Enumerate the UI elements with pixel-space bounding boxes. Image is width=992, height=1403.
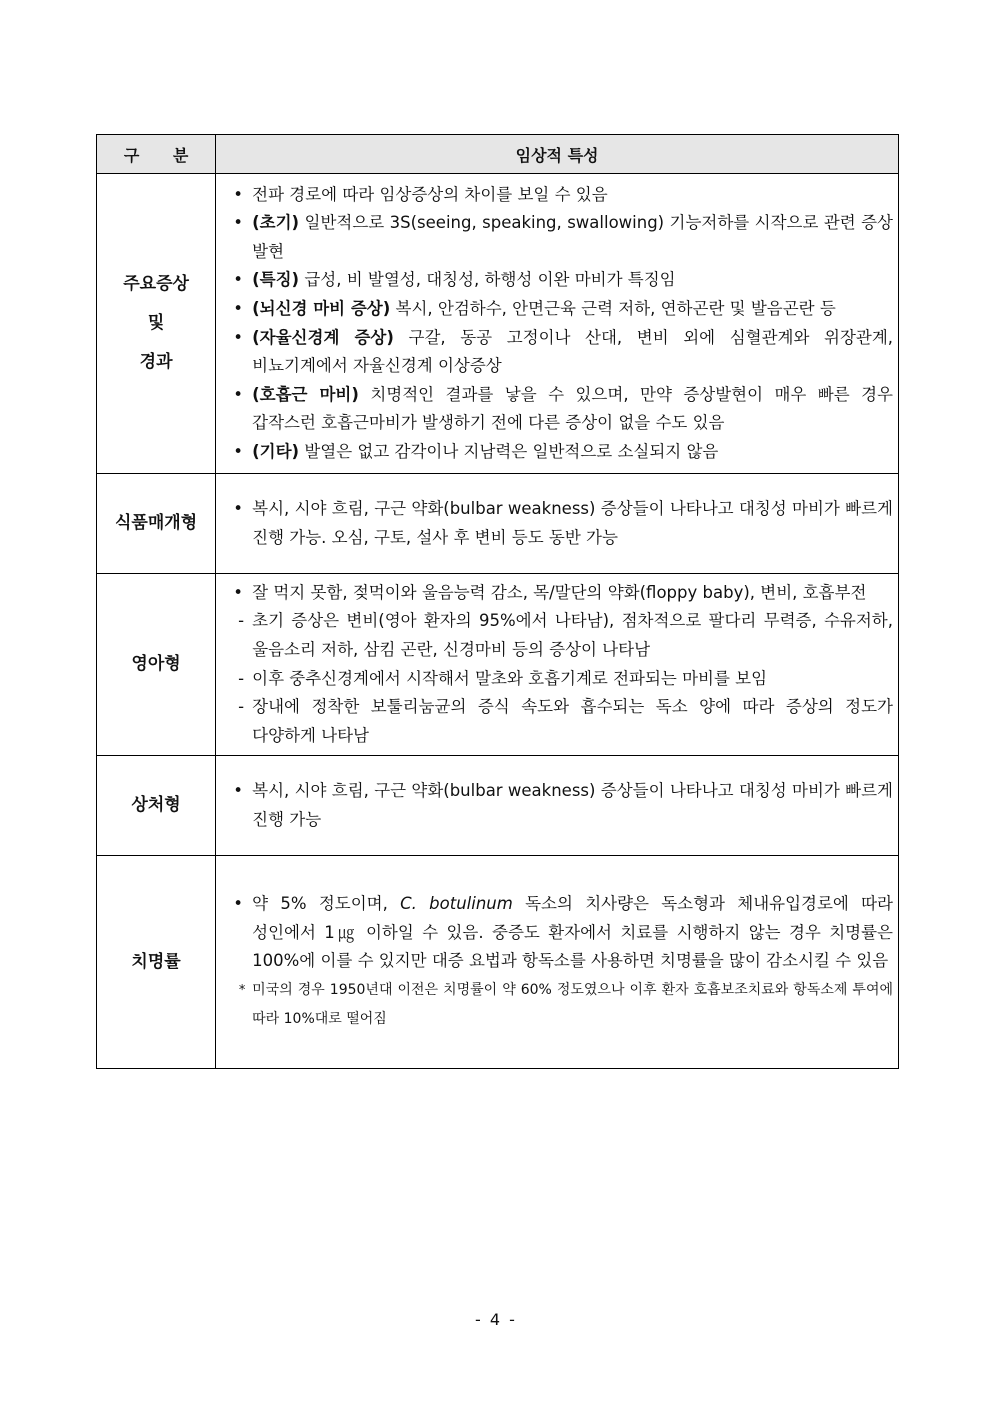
item-label: (호흡근 마비) xyxy=(252,384,359,404)
bullet-marker: • xyxy=(233,780,243,800)
row-category-fatality xyxy=(97,856,216,1069)
asterisk-marker: * xyxy=(238,982,246,998)
header-description: 임상적 특성 xyxy=(216,135,899,174)
bullet-marker: • xyxy=(233,213,243,233)
dash-marker: - xyxy=(238,697,245,717)
list-item xyxy=(224,665,893,694)
species-name: C. botulinum xyxy=(400,894,513,914)
list-item xyxy=(224,266,893,295)
row-category-foodborne xyxy=(97,474,216,574)
item-text: 구갈, 동공 고정이나 산대, 변비 외에 심혈관계와 위장관계, 비뇨기계에서 자율신경계 이상증상 xyxy=(252,327,894,376)
bullet-marker: • xyxy=(233,270,243,290)
category-line: 및 xyxy=(147,313,165,333)
list-item xyxy=(224,209,893,266)
list-item xyxy=(224,890,893,976)
item-text: 일반적으로 3S(seeing, speaking, swallowing) 기능저하를 시작으로 관련 증상 발현 xyxy=(252,213,893,261)
list-item xyxy=(224,295,893,324)
row-category-wound xyxy=(97,756,216,856)
category-line: 주요증상 xyxy=(123,274,189,294)
list-item xyxy=(224,181,893,210)
item-text-before: 약 5% 정도이며, xyxy=(252,894,401,914)
category-line: 식품매개형 xyxy=(115,513,198,533)
category-line: 경과 xyxy=(139,352,173,372)
item-text: 잘 먹지 못함, 젖먹이와 울음능력 감소, 목/말단의 약화(floppy baby), 변비, 호흡부전 xyxy=(252,582,867,602)
footnote-text: 미국의 경우 1950년대 이전은 치명률이 약 60% 정도였으나 이후 환자 호흡보조치료와 항독소제 투여에 따라 10%대로 떨어짐 xyxy=(252,981,893,1027)
item-text: 치명적인 결과를 낳을 수 있으며, 만약 증상발현이 매우 빠른 경우 갑작스런 호흡근마비가 발생하기 전에 다른 증상이 없을 수도 있음 xyxy=(252,384,893,433)
category-line: 상처형 xyxy=(131,795,181,815)
item-label: (뇌신경 마비 증상) xyxy=(252,298,391,318)
item-label: (기타) xyxy=(252,441,300,461)
list-item xyxy=(224,579,893,608)
list-item xyxy=(224,607,893,664)
dash-marker: - xyxy=(238,611,245,631)
item-text: 급성, 비 발열성, 대칭성, 하행성 이완 마비가 특징임 xyxy=(299,270,676,290)
item-text: 복시, 시야 흐림, 구근 약화(bulbar weakness) 증상들이 나타나고 대칭성 마비가 빠르게 진행 가능 xyxy=(252,780,893,829)
row-category-symptoms xyxy=(97,174,216,474)
item-text: 발열은 없고 감각이나 지남력은 일반적으로 소실되지 않음 xyxy=(299,441,719,461)
item-text: 장내에 정착한 보툴리눔균의 증식 속도와 흡수되는 독소 양에 따라 증상의 정도가 다양하게 나타남 xyxy=(252,697,893,745)
page-number: - 4 - xyxy=(475,1310,517,1329)
table-row xyxy=(97,574,899,756)
item-text: 이후 중추신경계에서 시작해서 말초와 호흡기계로 전파되는 마비를 보임 xyxy=(252,668,768,688)
bullet-marker: • xyxy=(233,298,243,318)
bullet-marker: • xyxy=(233,498,243,518)
list-item xyxy=(224,777,893,834)
category-line: 치명률 xyxy=(131,951,181,972)
list-item xyxy=(224,438,893,467)
list-item xyxy=(224,381,893,438)
bullet-marker: • xyxy=(233,384,243,404)
list-item xyxy=(224,324,893,381)
item-label: (자율신경계 증상) xyxy=(252,327,394,347)
item-text: 독소의 치사량은 독소형과 체내유입경로에 따라 성인에서 1㎍ 이하일 수 있음. 중증도 환자에서 치료를 시행하지 않는 경우 치명률은 100%에 이를 수 있지만 대증 요법과 항독소를 사용하면 치명률을 많이 감소시킬 수 있음 xyxy=(252,894,893,971)
table-row xyxy=(97,474,899,574)
row-description-foodborne xyxy=(216,474,899,574)
dash-marker: - xyxy=(238,668,245,688)
category-line: 영아형 xyxy=(131,654,181,674)
item-label: (초기) xyxy=(252,213,300,233)
table-row xyxy=(97,756,899,856)
list-item xyxy=(224,693,893,750)
bullet-marker: • xyxy=(233,184,243,204)
item-text: 전파 경로에 따라 임상증상의 차이를 보일 수 있음 xyxy=(252,184,608,204)
item-text: 초기 증상은 변비(영아 환자의 95%에서 나타남), 점차적으로 팔다리 무력증, 수유저하, 울음소리 저하, 삼킴 곤란, 신경마비 등의 증상이 나타남 xyxy=(252,611,893,659)
table-header-row xyxy=(97,135,899,174)
row-description-symptoms xyxy=(216,174,899,474)
header-category: 구 분 xyxy=(97,135,216,174)
table-row xyxy=(97,856,899,1069)
row-category-infant xyxy=(97,574,216,756)
bullet-marker: • xyxy=(233,327,243,347)
list-item xyxy=(224,495,893,552)
item-label: (특징) xyxy=(252,270,300,290)
table-row xyxy=(97,174,899,474)
item-text: 복시, 시야 흐림, 구근 약화(bulbar weakness) 증상들이 나타나고 대칭성 마비가 빠르게 진행 가능. 오심, 구토, 설사 후 변비 등도 동반 가능 xyxy=(252,498,893,547)
bullet-marker: • xyxy=(233,582,243,602)
footnote xyxy=(224,976,893,1034)
row-description-fatality xyxy=(216,856,899,1069)
clinical-features-table xyxy=(96,134,899,1069)
row-description-wound xyxy=(216,756,899,856)
bullet-marker: • xyxy=(233,441,243,461)
item-text: 복시, 안검하수, 안면근육 근력 저하, 연하곤란 및 발음곤란 등 xyxy=(390,298,836,318)
row-description-infant xyxy=(216,574,899,756)
bullet-marker: • xyxy=(233,894,243,914)
